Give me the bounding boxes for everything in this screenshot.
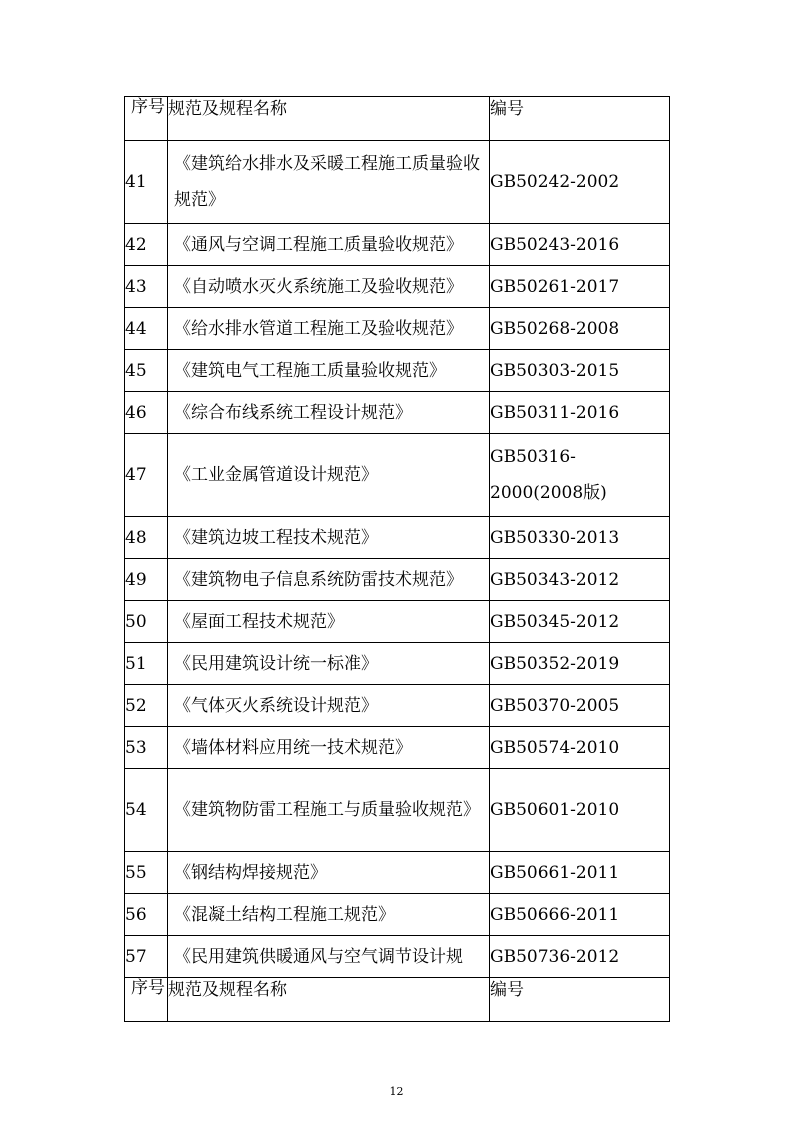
table-row: [125, 392, 670, 434]
table-row: [125, 350, 670, 392]
row-code: GB50661-2011: [490, 852, 670, 894]
row-name: 《建筑给水排水及采暖工程施工质量验收规范》: [168, 141, 490, 224]
row-no: 51: [125, 643, 168, 685]
table-row: [125, 434, 670, 517]
row-no: 48: [125, 517, 168, 559]
table-header-row: [125, 97, 670, 141]
table-row: [125, 141, 670, 224]
row-code: GB50352-2019: [490, 643, 670, 685]
row-name: 《钢结构焊接规范》: [168, 852, 490, 894]
table-row: [125, 266, 670, 308]
row-no: 47: [125, 434, 168, 517]
row-name: 《建筑物电子信息系统防雷技术规范》: [168, 559, 490, 601]
row-name: 《工业金属管道设计规范》: [168, 434, 490, 517]
page-number: 12: [389, 1085, 404, 1098]
row-code: GB50243-2016: [490, 224, 670, 266]
standards-table: [124, 96, 670, 1022]
table-row: [125, 936, 670, 978]
row-code: GB50303-2015: [490, 350, 670, 392]
row-code: GB50343-2012: [490, 559, 670, 601]
row-no: 45: [125, 350, 168, 392]
header-code: 编号: [490, 97, 670, 141]
table-row: [125, 559, 670, 601]
table-footer-row: [125, 978, 670, 1022]
table-row: [125, 601, 670, 643]
row-code: GB50370-2005: [490, 685, 670, 727]
row-no: 52: [125, 685, 168, 727]
row-no: 57: [125, 936, 168, 978]
row-no: 50: [125, 601, 168, 643]
row-code: GB50345-2012: [490, 601, 670, 643]
table-row: [125, 224, 670, 266]
row-name: 《气体灭火系统设计规范》: [168, 685, 490, 727]
row-name: 《民用建筑供暖通风与空气调节设计规: [168, 936, 490, 978]
table-row: [125, 517, 670, 559]
table-row: [125, 643, 670, 685]
row-code: GB50666-2011: [490, 894, 670, 936]
row-name: 《墙体材料应用统一技术规范》: [168, 727, 490, 769]
row-code: GB50330-2013: [490, 517, 670, 559]
row-name: 《屋面工程技术规范》: [168, 601, 490, 643]
table-row: [125, 894, 670, 936]
table-row: [125, 308, 670, 350]
row-code: GB50311-2016: [490, 392, 670, 434]
row-no: 55: [125, 852, 168, 894]
row-no: 56: [125, 894, 168, 936]
table-row: [125, 769, 670, 852]
row-code: GB50316-2000(2008版): [490, 434, 670, 517]
row-no: 44: [125, 308, 168, 350]
row-name: 《综合布线系统工程设计规范》: [168, 392, 490, 434]
row-name: 《给水排水管道工程施工及验收规范》: [168, 308, 490, 350]
row-name: 《建筑物防雷工程施工与质量验收规范》: [168, 769, 490, 852]
row-name: 《通风与空调工程施工质量验收规范》: [168, 224, 490, 266]
table-row: [125, 685, 670, 727]
row-no: 41: [125, 141, 168, 224]
row-no: 42: [125, 224, 168, 266]
row-code: GB50736-2012: [490, 936, 670, 978]
row-name: 《建筑边坡工程技术规范》: [168, 517, 490, 559]
footer-no: 序号: [125, 978, 168, 1022]
table-row: [125, 727, 670, 769]
header-no: 序号: [125, 97, 168, 141]
row-code: GB50574-2010: [490, 727, 670, 769]
standards-table-body: [125, 97, 670, 1022]
row-name: 《建筑电气工程施工质量验收规范》: [168, 350, 490, 392]
row-no: 49: [125, 559, 168, 601]
table-row: [125, 852, 670, 894]
row-code: GB50601-2010: [490, 769, 670, 852]
row-code: GB50268-2008: [490, 308, 670, 350]
row-no: 54: [125, 769, 168, 852]
row-code: GB50242-2002: [490, 141, 670, 224]
row-name: 《民用建筑设计统一标准》: [168, 643, 490, 685]
row-name: 《混凝土结构工程施工规范》: [168, 894, 490, 936]
header-name: 规范及规程名称: [168, 97, 490, 141]
footer-name: 规范及规程名称: [168, 978, 490, 1022]
row-no: 46: [125, 392, 168, 434]
row-code: GB50261-2017: [490, 266, 670, 308]
row-no: 43: [125, 266, 168, 308]
row-name: 《自动喷水灭火系统施工及验收规范》: [168, 266, 490, 308]
row-no: 53: [125, 727, 168, 769]
footer-code: 编号: [490, 978, 670, 1022]
